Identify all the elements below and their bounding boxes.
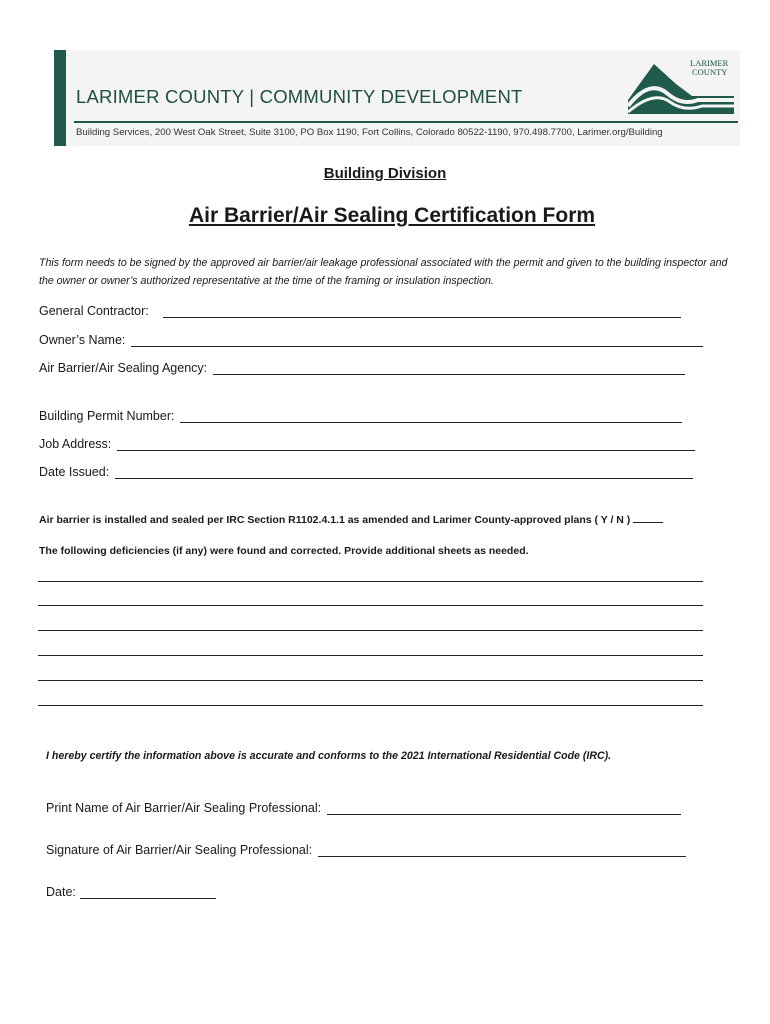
job-address-label: Job Address: bbox=[39, 437, 112, 451]
signature-label: Signature of Air Barrier/Air Sealing Professional: bbox=[46, 843, 313, 857]
permit-number-line[interactable] bbox=[180, 410, 682, 423]
agency-line[interactable] bbox=[213, 362, 685, 375]
deficiency-line[interactable] bbox=[38, 581, 703, 582]
form-title: Air Barrier/Air Sealing Certification Form bbox=[188, 204, 596, 227]
job-address-field[interactable] bbox=[39, 437, 695, 451]
general-contractor-line[interactable] bbox=[163, 305, 681, 318]
date-field[interactable] bbox=[46, 885, 216, 899]
job-address-line[interactable] bbox=[117, 438, 695, 451]
date-issued-label: Date Issued: bbox=[39, 465, 110, 479]
deficiencies-statement: The following deficiencies (if any) were found and corrected. Provide additional sheets as needed. bbox=[39, 545, 529, 557]
print-name-line[interactable] bbox=[327, 802, 681, 815]
owners-name-field[interactable] bbox=[39, 333, 703, 347]
logo-wordmark: LARIMER COUNTY bbox=[690, 58, 729, 77]
date-label: Date: bbox=[46, 885, 76, 899]
signature-line[interactable] bbox=[318, 844, 686, 857]
deficiency-line[interactable] bbox=[38, 655, 703, 656]
signature-field[interactable] bbox=[46, 843, 686, 857]
deficiency-line[interactable] bbox=[38, 705, 703, 706]
date-issued-field[interactable] bbox=[39, 465, 693, 479]
general-contractor-label: General Contractor: bbox=[39, 304, 149, 318]
print-name-field[interactable] bbox=[46, 801, 681, 815]
deficiency-line[interactable] bbox=[38, 680, 703, 681]
owners-name-label: Owner’s Name: bbox=[39, 333, 126, 347]
date-line[interactable] bbox=[80, 886, 216, 899]
owners-name-line[interactable] bbox=[131, 334, 703, 347]
letterhead-accent-bar bbox=[54, 50, 66, 146]
letterhead bbox=[54, 50, 740, 146]
permit-number-label: Building Permit Number: bbox=[39, 409, 175, 423]
date-issued-line[interactable] bbox=[115, 466, 693, 479]
permit-number-field[interactable] bbox=[39, 409, 682, 423]
org-address: Building Services, 200 West Oak Street, Suite 3100, PO Box 1190, Fort Collins, Colorado 80522-1190, 970.498.7700, Larimer.org/Building bbox=[76, 127, 663, 138]
org-title: LARIMER COUNTY | COMMUNITY DEVELOPMENT bbox=[76, 86, 523, 107]
certification-statement: I hereby certify the information above is accurate and conforms to the 2021 International Residential Code (IRC). bbox=[46, 750, 612, 762]
yes-no-answer-line[interactable] bbox=[633, 512, 663, 523]
deficiency-line[interactable] bbox=[38, 605, 703, 606]
deficiency-line[interactable] bbox=[38, 630, 703, 631]
general-contractor-field[interactable] bbox=[39, 304, 681, 318]
air-barrier-statement: Air barrier is installed and sealed per IRC Section R1102.4.1.1 as amended and Larimer County-approved plans ( Y / N ) bbox=[39, 512, 663, 526]
division-heading: Building Division bbox=[323, 165, 447, 182]
intro-paragraph: This form needs to be signed by the approved air barrier/air leakage professional associated with the permit and given to the building inspector and the owner or owner’s authorized representative at the time of the framing or insulation inspection. bbox=[39, 257, 728, 287]
agency-label: Air Barrier/Air Sealing Agency: bbox=[39, 361, 208, 375]
print-name-label: Print Name of Air Barrier/Air Sealing Professional: bbox=[46, 801, 322, 815]
letterhead-rule bbox=[74, 121, 738, 123]
agency-field[interactable] bbox=[39, 361, 685, 375]
